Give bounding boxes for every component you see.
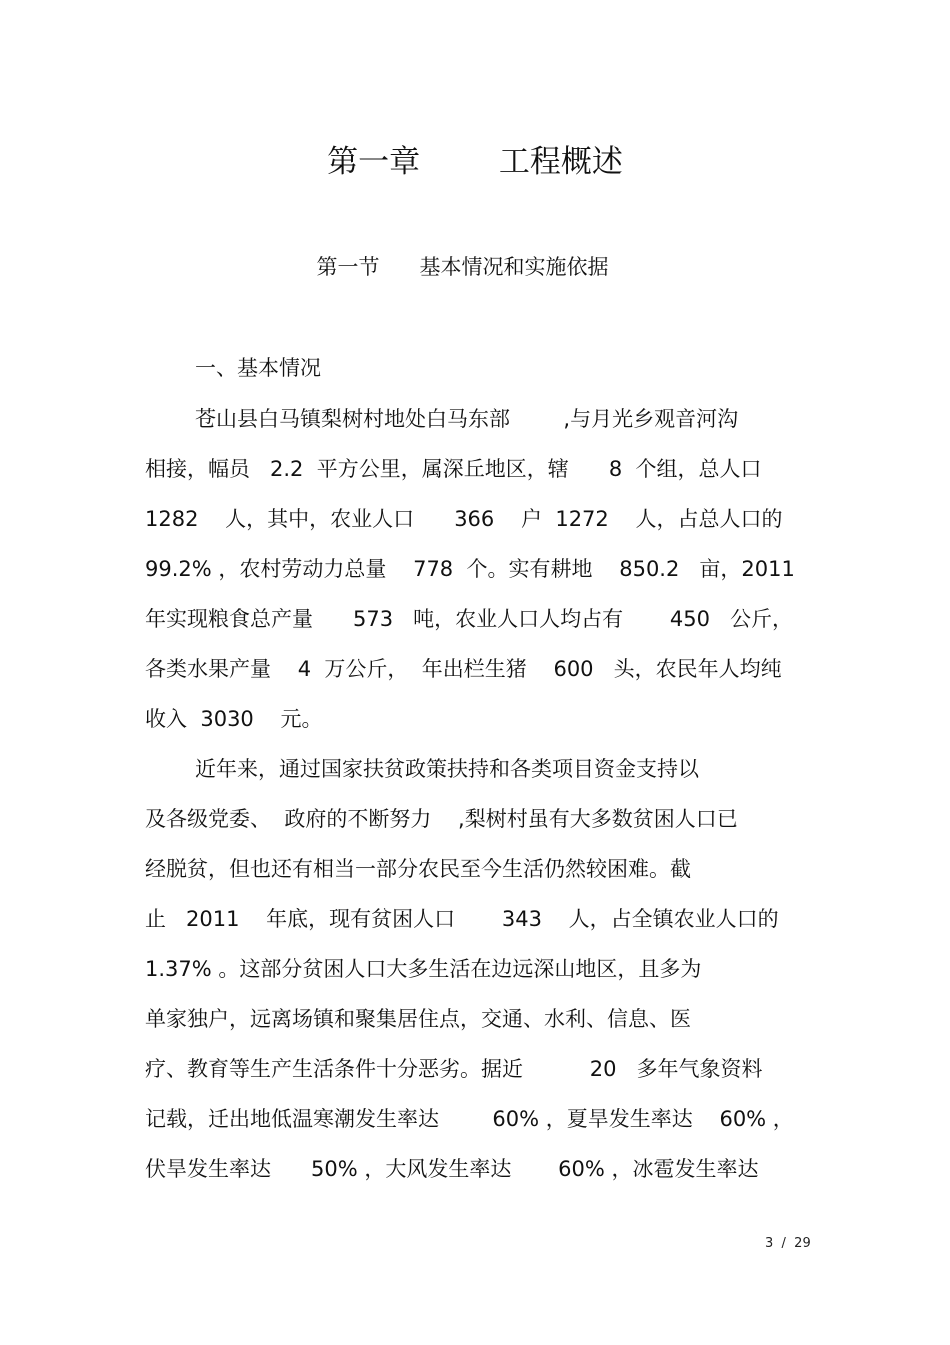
paragraph-1-line-6: 各类水果产量 4 万公斤， 年出栏生猪 600 头，农民年人均纯 [145, 657, 782, 681]
chapter-title: 第一章 工程概述 [327, 144, 623, 180]
paragraph-2-line-8: 记载，迁出地低温寒潮发生率达 60% ，夏旱发生率达 60% ， [145, 1107, 794, 1131]
paragraph-2-line-2: 及各级党委、 政府的不断努力 ,梨树村虽有大多数贫困人口已 [145, 807, 738, 831]
page-number: 3 / 29 [765, 1236, 811, 1251]
paragraph-1-line-3: 1282 人，其中，农业人口 366 户 1272 人，占总人口的 [145, 507, 783, 531]
paragraph-1-line-7: 收入 3030 元。 [145, 707, 323, 731]
subheading-basic-situation: 一、基本情况 [195, 356, 321, 380]
paragraph-2-line-5: 1.37% 。这部分贫困人口大多生活在边远深山地区，且多为 [145, 957, 702, 981]
paragraph-1-line-5: 年实现粮食总产量 573 吨，农业人口人均占有 450 公斤， [145, 607, 793, 631]
section-title: 第一节 基本情况和实施依据 [316, 255, 609, 279]
paragraph-2-line-9: 伏旱发生率达 50% ，大风发生率达 60% ，冰雹发生率达 [145, 1157, 759, 1181]
paragraph-1-line-1: 苍山县白马镇梨树村地处白马东部 ,与月光乡观音河沟 [195, 407, 739, 431]
paragraph-2-line-6: 单家独户，远离场镇和聚集居住点，交通、水利、信息、医 [145, 1007, 691, 1031]
paragraph-2-line-7: 疗、教育等生产生活条件十分恶劣。据近 20 多年气象资料 [145, 1057, 763, 1081]
paragraph-1-line-4: 99.2% ，农村劳动力总量 778 个。实有耕地 850.2 亩，2011 [145, 557, 795, 581]
paragraph-2-line-3: 经脱贫，但也还有相当一部分农民至今生活仍然较困难。截 [145, 857, 691, 881]
paragraph-2-line-4: 止 2011 年底，现有贫困人口 343 人，占全镇农业人口的 [145, 907, 779, 931]
paragraph-1-line-2: 相接，幅员 2.2 平方公里，属深丘地区，辖 8 个组，总人口 [145, 457, 762, 481]
paragraph-2-line-1: 近年来，通过国家扶贫政策扶持和各类项目资金支持以 [195, 757, 699, 781]
